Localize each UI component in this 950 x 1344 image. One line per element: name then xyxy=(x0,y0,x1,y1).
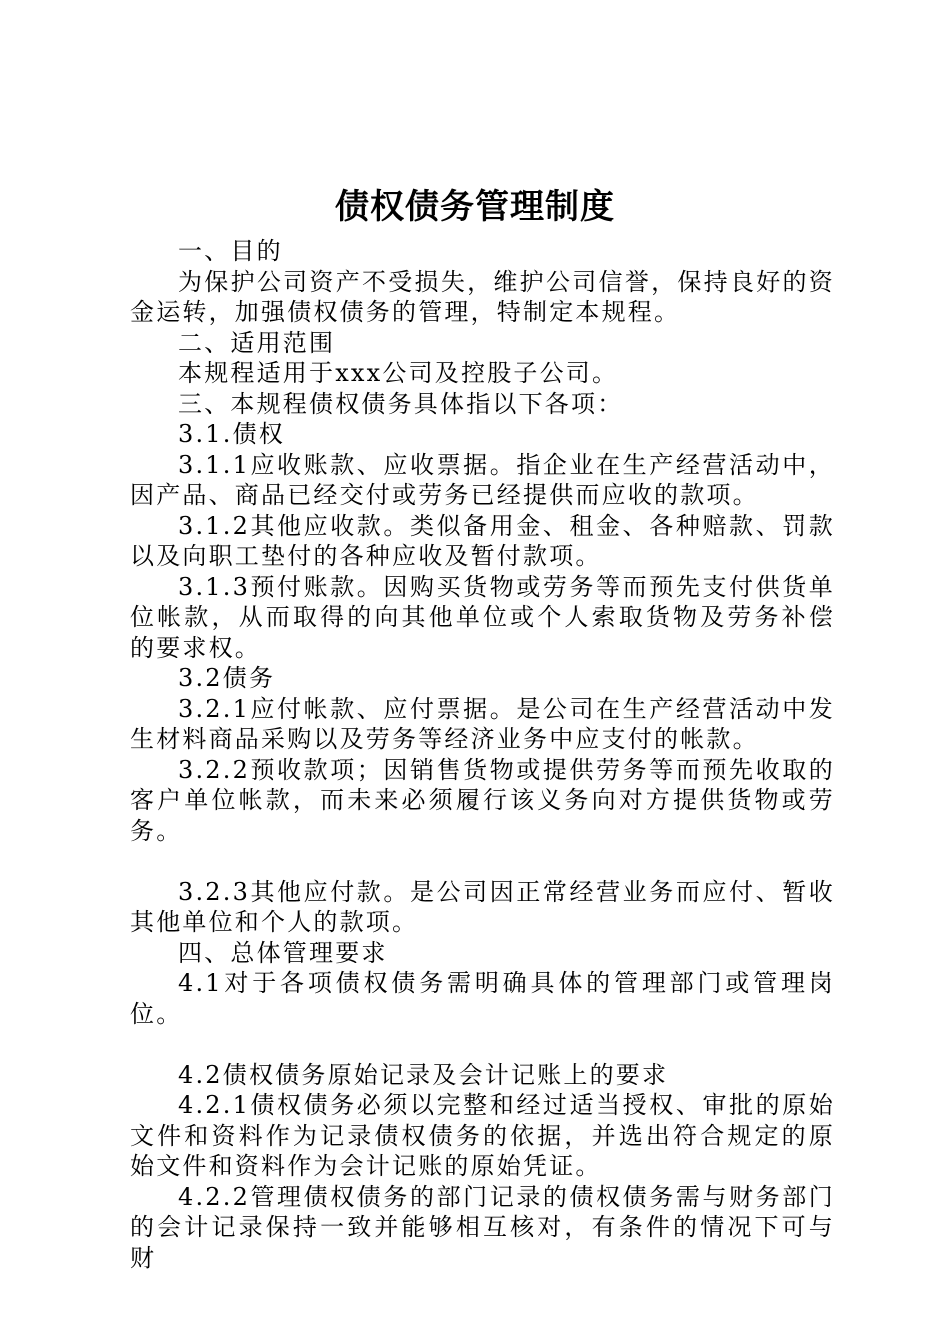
document-body xyxy=(130,236,835,1273)
paragraph-4-2-1: 4.2.1债权债务必须以完整和经过适当授权、审批的原始文件和资料作为记录债权债务的依据，并选出符合规定的原始文件和资料作为会计记账的原始凭证。 xyxy=(130,1091,835,1180)
paragraph-4-1: 4.1对于各项债权债务需明确具体的管理部门或管理岗位。 xyxy=(130,969,835,1028)
paragraph-3-1-1: 3.1.1应收账款、应收票据。指企业在生产经营活动中，因产品、商品已经交付或劳务已经提供而应收的款项。 xyxy=(130,450,835,509)
paragraph-4-2-2: 4.2.2管理债权债务的部门记录的债权债务需与财务部门的会计记录保持一致并能够相互核对，有条件的情况下可与财 xyxy=(130,1182,835,1272)
paragraph-3-1-2: 3.1.2其他应收款。类似备用金、租金、各种赔款、罚款以及向职工垫付的各种应收及暂付款项。 xyxy=(130,511,835,570)
document-title: 债权债务管理制度 xyxy=(335,187,615,227)
blank-line xyxy=(130,846,835,877)
section-heading-requirements: 四、总体管理要求 xyxy=(178,938,388,967)
paragraph-purpose: 为保护公司资产不受损失，维护公司信誉，保持良好的资金运转，加强债权债务的管理，特制定本规程。 xyxy=(130,267,835,326)
paragraph-3-2-1: 3.2.1应付帐款、应付票据。是公司在生产经营活动中发生材料商品采购以及劳务等经济业务中应支付的帐款。 xyxy=(130,694,835,753)
paragraph-3-1-3: 3.1.3预付账款。因购买货物或劳务等而预先支付供货单位帐款，从而取得的向其他单位或个人索取货物及劳务补偿的要求权。 xyxy=(130,572,835,662)
section-heading-purpose: 一、目的 xyxy=(178,237,283,265)
blank-line xyxy=(130,1029,835,1060)
section-heading-items: 三、本规程债权债务具体指以下各项： xyxy=(178,389,624,418)
subheading-4-2: 4.2债权债务原始记录及会计记账上的要求 xyxy=(178,1060,669,1089)
paragraph-scope: 本规程适用于xxx公司及控股子公司。 xyxy=(178,359,619,387)
paragraph-3-2-3: 3.2.3其他应付款。是公司因正常经营业务而应付、暂收其他单位和个人的款项。 xyxy=(130,877,835,936)
section-heading-scope: 二、适用范围 xyxy=(178,328,336,357)
paragraph-3-2-2: 3.2.2预收款项；因销售货物或提供劳务等而预先收取的客户单位帐款，而未来必须履行该义务向对方提供货物或劳务。 xyxy=(130,755,835,845)
subheading-debts: 3.2债务 xyxy=(178,664,276,692)
subheading-claims: 3.1.债权 xyxy=(178,420,285,448)
